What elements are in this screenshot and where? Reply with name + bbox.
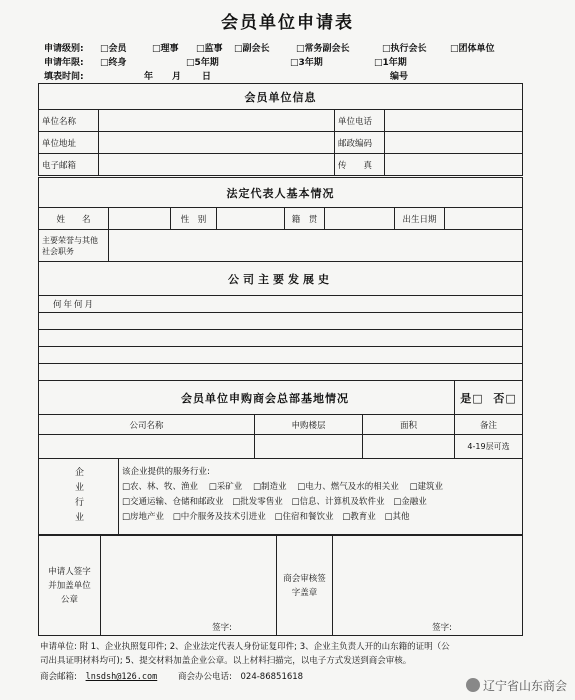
industry-other[interactable]: □其他	[384, 512, 410, 522]
industry-power[interactable]: □电力、燃气及水的相关业	[297, 482, 399, 492]
rep-gender-label: 性 别	[171, 208, 217, 230]
industry-hospitality[interactable]: □住宿和餐饮业	[274, 512, 334, 522]
industry-intro: 该企业提供的服务行业:	[122, 467, 210, 477]
number-label: 编号	[390, 72, 409, 82]
history-line-4[interactable]	[39, 364, 523, 381]
term-label: 申请年限:	[44, 58, 84, 68]
footer-attachments-1: 申请单位: 附 1、企业执照复印件; 2、企业法定代表人身份证复印件; 3、企业主负责人开的山东籍的证明（公	[40, 642, 450, 652]
term-1yr[interactable]: □1年期	[374, 58, 407, 68]
unit-name-label: 单位名称	[39, 110, 99, 132]
footer-attachments-2: 司出具证明材料均可); 5、提交材料加盖企业公章。以上材料扫描完，以电子方式发送到商会审核。	[40, 656, 412, 666]
remark-header: 备注	[455, 415, 523, 435]
email-contact[interactable]: lnsdsh@126.com	[85, 672, 158, 682]
industry-realestate[interactable]: □房地产业	[122, 512, 165, 522]
industry-it[interactable]: □信息、计算机及软件业	[291, 497, 385, 507]
base-purchase-title: 会员单位申购商会总部基地情况	[181, 391, 349, 405]
rep-name-field[interactable]	[109, 208, 171, 230]
level-director[interactable]: □理事	[152, 44, 179, 54]
industry-intermediary[interactable]: □中介服务及技术引进业	[172, 512, 266, 522]
no-checkbox[interactable]: 否□	[493, 391, 517, 405]
industry-side-label	[39, 459, 119, 535]
postcode-label: 邮政编码	[335, 132, 385, 154]
unit-address-field[interactable]	[99, 132, 335, 154]
company-name-header: 公司名称	[39, 415, 255, 435]
industry-agriculture[interactable]: □农、林、牧、渔业	[122, 482, 199, 492]
industry-row-1	[122, 480, 519, 495]
industry-options	[119, 459, 523, 535]
base-purchase-table	[38, 380, 523, 535]
industry-mining[interactable]: □采矿业	[208, 482, 243, 492]
industry-education[interactable]: □教育业	[342, 512, 376, 522]
signature-table	[38, 535, 523, 636]
phone-contact-label: 商会办公电话:	[177, 672, 232, 682]
section-member-info: 会员单位信息	[39, 84, 523, 110]
section-legal-rep: 法定代表人基本情况	[39, 178, 523, 208]
level-vice-president[interactable]: □副会长	[234, 44, 270, 54]
applicant-signature-label: 签字:	[212, 623, 232, 633]
level-exec-president[interactable]: □执行会长	[382, 44, 427, 54]
phone-contact: 024-86851618	[240, 672, 304, 682]
history-when-label: 何年何月	[39, 296, 523, 313]
member-info-table	[38, 83, 523, 176]
review-sign-area[interactable]	[333, 536, 523, 636]
yes-checkbox[interactable]: 是□	[460, 391, 484, 405]
industry-side-text: 企业行业	[73, 466, 83, 527]
section-history: 公司主要发展史	[39, 262, 523, 296]
floor-range-note: 4-19层可选	[455, 435, 523, 459]
term-lifetime[interactable]: □终身	[100, 58, 127, 68]
rep-gender-field[interactable]	[217, 208, 285, 230]
area-field[interactable]	[363, 435, 455, 459]
unit-phone-field[interactable]	[385, 110, 523, 132]
level-group[interactable]: □团体单位	[450, 44, 495, 54]
postcode-field[interactable]	[385, 132, 523, 154]
review-signature-label: 签字:	[432, 623, 452, 633]
rep-honor-field[interactable]	[109, 230, 523, 262]
rep-birth-field[interactable]	[445, 208, 523, 230]
watermark	[466, 677, 567, 694]
email-field[interactable]	[99, 154, 335, 176]
rep-honor-label: 主要荣誉与其他社会职务	[39, 230, 109, 262]
day-label: 日	[202, 72, 212, 82]
applicant-sign-area[interactable]	[101, 536, 277, 636]
rep-origin-label: 籍 贯	[285, 208, 325, 230]
unit-phone-label: 单位电话	[335, 110, 385, 132]
rep-name-label: 姓 名	[39, 208, 109, 230]
section-base-purchase	[39, 381, 455, 415]
legal-rep-table	[38, 177, 523, 262]
yes-no	[455, 381, 523, 415]
fax-field[interactable]	[385, 154, 523, 176]
industry-construction[interactable]: □建筑业	[409, 482, 444, 492]
term-5yr[interactable]: □5年期	[186, 58, 219, 68]
wechat-logo-icon	[466, 678, 480, 692]
industry-transport[interactable]: □交通运输、仓储和邮政业	[122, 497, 224, 507]
area-header: 面积	[363, 415, 455, 435]
level-label: 申请级别:	[44, 44, 84, 54]
rep-birth-label: 出生日期	[395, 208, 445, 230]
company-name-field[interactable]	[39, 435, 255, 459]
year-label: 年	[144, 72, 154, 82]
industry-finance[interactable]: □金融业	[393, 497, 427, 507]
review-label: 商会审核签字盖章	[277, 536, 333, 636]
industry-manufacturing[interactable]: □制造业	[253, 482, 287, 492]
month-label: 月	[172, 72, 182, 82]
email-contact-label: 商会邮箱:	[40, 672, 77, 682]
footer-contact	[40, 670, 303, 682]
email-label: 电子邮箱	[39, 154, 99, 176]
level-member[interactable]: □会员	[100, 44, 127, 54]
watermark-text: 辽宁省山东商会	[482, 679, 567, 693]
history-line-3[interactable]	[39, 347, 523, 364]
industry-wholesale[interactable]: □批发零售业	[232, 497, 283, 507]
applicant-sign-label: 申请人签字并加盖单位公章	[39, 536, 101, 636]
industry-row-3	[122, 510, 519, 525]
unit-address-label: 单位地址	[39, 132, 99, 154]
fax-label: 传 真	[335, 154, 385, 176]
unit-name-field[interactable]	[99, 110, 335, 132]
term-3yr[interactable]: □3年期	[290, 58, 323, 68]
floor-header: 申购楼层	[255, 415, 363, 435]
level-exec-vice[interactable]: □常务副会长	[296, 44, 350, 54]
history-line-1[interactable]	[39, 313, 523, 330]
form-title: 会员单位申请表	[221, 13, 354, 33]
history-table	[38, 261, 523, 381]
history-line-2[interactable]	[39, 330, 523, 347]
level-supervisor[interactable]: □监事	[196, 44, 223, 54]
floor-field[interactable]	[255, 435, 363, 459]
rep-origin-field[interactable]	[325, 208, 395, 230]
time-label: 填表时间:	[44, 72, 84, 82]
industry-row-2	[122, 495, 519, 510]
